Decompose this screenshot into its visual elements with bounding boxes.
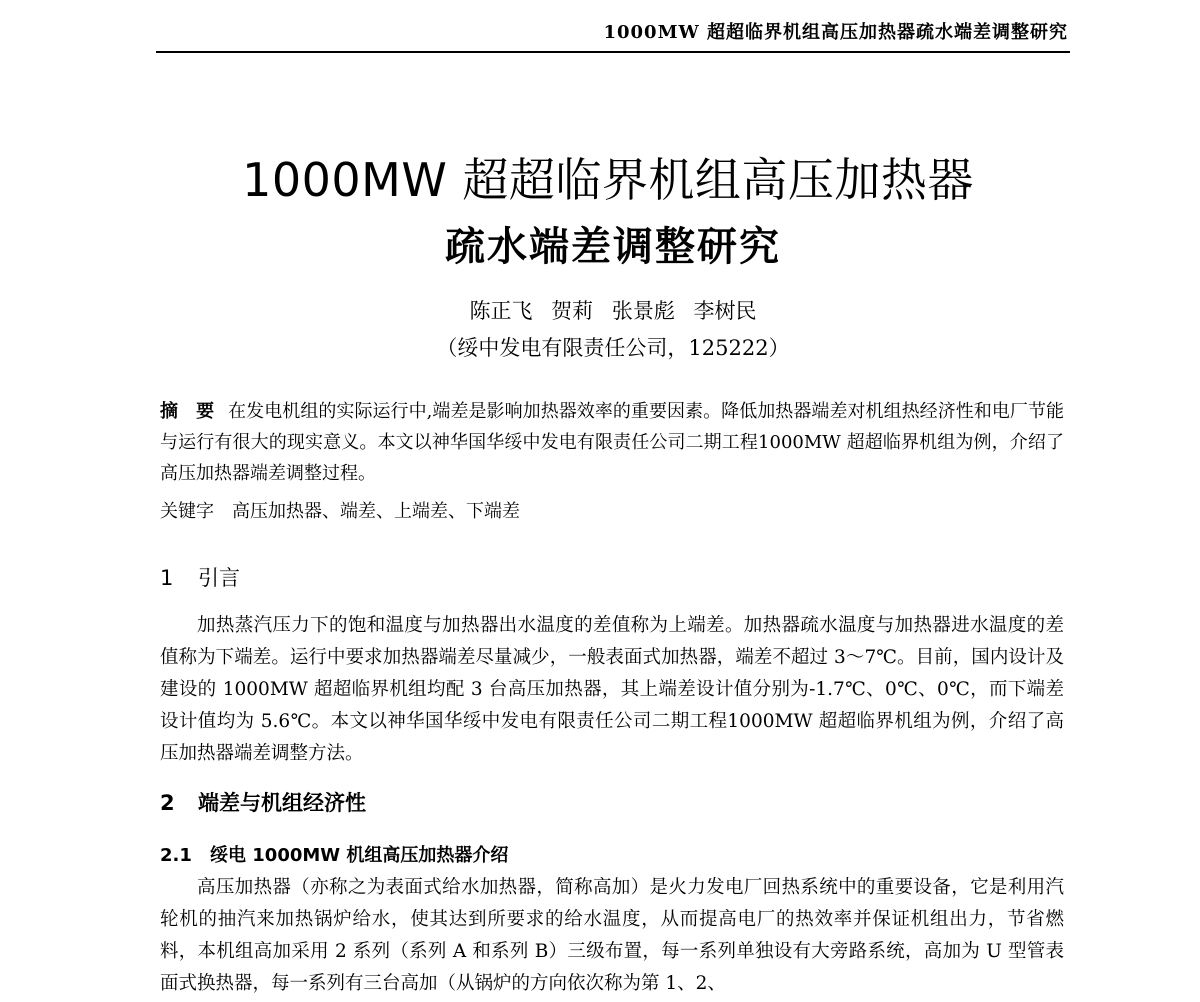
author-list <box>0 296 1200 326</box>
keywords-label: 关键字 <box>160 501 214 522</box>
section-1-paragraph: 加热蒸汽压力下的饱和温度与加热器出水温度的差值称为上端差。加热器疏水温度与加热器进水温度的差值称为下端差。运行中要求加热器端差尽量减少，一般表面式加热器，端差不超过 3～7℃。目前，国内设计及建设的 1000MW 超超临界机组均配 3 台高压加热器，其上端差设计值分别为-1.7℃、0℃、0℃，而下端差设计值均为 5.6℃。本文以神华国华绥中发电有限责任公司二期工程1000MW 超超临界机组为例，介绍了高压加热器端差调整方法。 <box>160 615 1064 764</box>
section-title: 端差与机组经济性 <box>198 791 366 815</box>
keywords <box>160 496 1064 527</box>
section-heading-2 <box>160 788 366 818</box>
section-number: 1 <box>160 566 174 590</box>
abstract <box>160 396 1064 489</box>
section-title: 引言 <box>198 566 240 590</box>
running-header: 1000MW 超超临界机组高压加热器疏水端差调整研究 <box>603 22 1068 43</box>
author-name: 陈正飞 <box>469 299 533 323</box>
abstract-label: 摘 要 <box>160 401 215 422</box>
title-line-1: 1000MW 超超临界机组高压加热器 <box>242 153 974 207</box>
keywords-text: 高压加热器、端差、上端差、下端差 <box>232 501 520 522</box>
section-heading-1 <box>160 563 240 593</box>
author-name: 张景彪 <box>611 299 675 323</box>
subsection-2-1-paragraph: 高压加热器（亦称之为表面式给水加热器，简称高加）是火力发电厂回热系统中的重要设备，它是利用汽轮机的抽汽来加热锅炉给水，使其达到所要求的给水温度，从而提高电厂的热效率并保证机组出力，节省燃料，本机组高加采用 2 系列（系列 A 和系列 B）三级布置，每一系列单独设有大旁路系统，高加为 U 型管表面式换热器，每一系列有三台高加（从锅炉的方向依次称为第 1、2、 <box>160 877 1064 994</box>
header-rule <box>156 51 1070 53</box>
subsection-number: 2.1 <box>160 845 192 866</box>
title-line-2: 疏水端差调整研究 <box>445 224 781 270</box>
subsection-title: 绥电 1000MW 机组高压加热器介绍 <box>210 845 509 866</box>
subsection-heading-2-1 <box>160 842 508 870</box>
author-name: 李树民 <box>693 299 757 323</box>
affiliation: （绥中发电有限责任公司，125222） <box>436 336 790 360</box>
author-name: 贺莉 <box>551 299 594 323</box>
abstract-text: 在发电机组的实际运行中,端差是影响加热器效率的重要因素。降低加热器端差对机组热经济性和电厂节能与运行有很大的现实意义。本文以神华国华绥中发电有限责任公司二期工程1000MW 超超临界机组为例，介绍了高压加热器端差调整过程。 <box>160 401 1064 484</box>
section-number: 2 <box>160 791 175 815</box>
